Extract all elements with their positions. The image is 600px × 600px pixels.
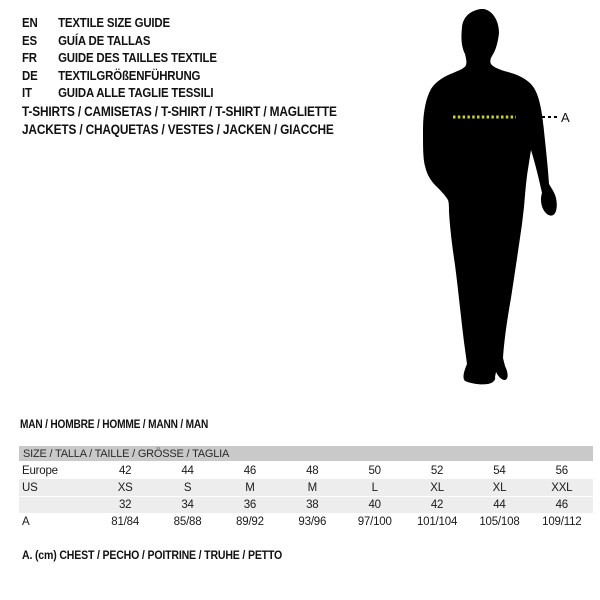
table-row-europe (19, 462, 593, 479)
language-row-it (22, 84, 217, 102)
size-cell: XL (492, 481, 507, 494)
language-label: TEXTILGRÖßENFÜHRUNG (58, 67, 201, 83)
size-cell: 52 (430, 464, 444, 477)
language-code: IT (22, 85, 32, 101)
section-title-man: MAN / HOMBRE / HOMME / MANN / MAN (20, 419, 209, 431)
size-table-header: SIZE / TALLA / TAILLE / GRÖSSE / TAGLIA (19, 446, 593, 461)
size-cell: 81/84 (111, 515, 140, 528)
language-label: GUIDE DES TAILLES TEXTILE (58, 50, 217, 66)
garment-categories (22, 103, 337, 139)
row-label: Europe (22, 464, 58, 477)
size-cell: 101/104 (416, 515, 458, 528)
size-cell: L (371, 481, 378, 494)
size-cell: XS (117, 481, 133, 494)
size-cell: 48 (306, 464, 319, 477)
size-cell: 50 (368, 464, 381, 477)
category-tshirts: T-SHIRTS / CAMISETAS / T-SHIRT / T-SHIRT / MAGLIETTE (22, 104, 337, 119)
size-cell: 89/92 (236, 515, 264, 528)
size-cell: 109/112 (542, 515, 582, 528)
size-figure (400, 0, 600, 390)
size-cell: 44 (181, 464, 194, 477)
size-table (19, 446, 593, 530)
size-cell: 93/96 (298, 515, 327, 528)
size-cell: XXL (551, 481, 573, 494)
language-code: ES (22, 32, 37, 48)
language-row-de (22, 67, 217, 85)
language-guide (22, 14, 217, 102)
size-cell: 85/88 (173, 515, 202, 528)
row-label: A (22, 515, 30, 528)
size-cell: 97/100 (357, 515, 392, 528)
size-cell: S (183, 481, 192, 494)
size-cell: M (307, 481, 317, 494)
table-row-us (19, 479, 593, 496)
size-cell: 42 (118, 464, 132, 477)
size-cell: XL (430, 481, 444, 494)
size-cell: 34 (181, 499, 194, 511)
size-cell: 46 (555, 499, 569, 511)
language-label: GUIDA ALLE TAGLIE TESSILI (58, 85, 214, 101)
language-row-fr (22, 49, 217, 67)
language-row-es (22, 32, 217, 50)
size-cell: M (245, 481, 255, 494)
size-cell: 38 (306, 499, 319, 511)
size-cell: 56 (555, 464, 569, 477)
table-row-uk (19, 496, 593, 513)
size-cell: 36 (243, 499, 257, 511)
size-cell: 32 (118, 499, 132, 511)
language-label: TEXTILE SIZE GUIDE (58, 15, 170, 31)
size-cell: 46 (243, 464, 257, 477)
size-cell: 40 (368, 499, 381, 511)
measurement-footnote: A. (cm) CHEST / PECHO / POITRINE / TRUHE / PETTO (22, 548, 283, 562)
size-cell: 105/108 (479, 515, 520, 528)
language-row-en (22, 14, 217, 32)
row-label: US (22, 481, 38, 494)
measure-label-a: A (561, 110, 570, 125)
category-jackets: JACKETS / CHAQUETAS / VESTES / JACKEN / GIACCHE (22, 122, 334, 137)
size-cell: 42 (430, 499, 444, 511)
size-cell: 54 (493, 464, 506, 477)
size-cell: 44 (493, 499, 506, 511)
language-code: EN (22, 15, 38, 31)
language-label: GUÍA DE TALLAS (58, 32, 151, 48)
man-silhouette (423, 9, 557, 384)
table-row-chest-a (19, 513, 593, 530)
language-code: FR (22, 50, 37, 66)
language-code: DE (22, 67, 38, 83)
